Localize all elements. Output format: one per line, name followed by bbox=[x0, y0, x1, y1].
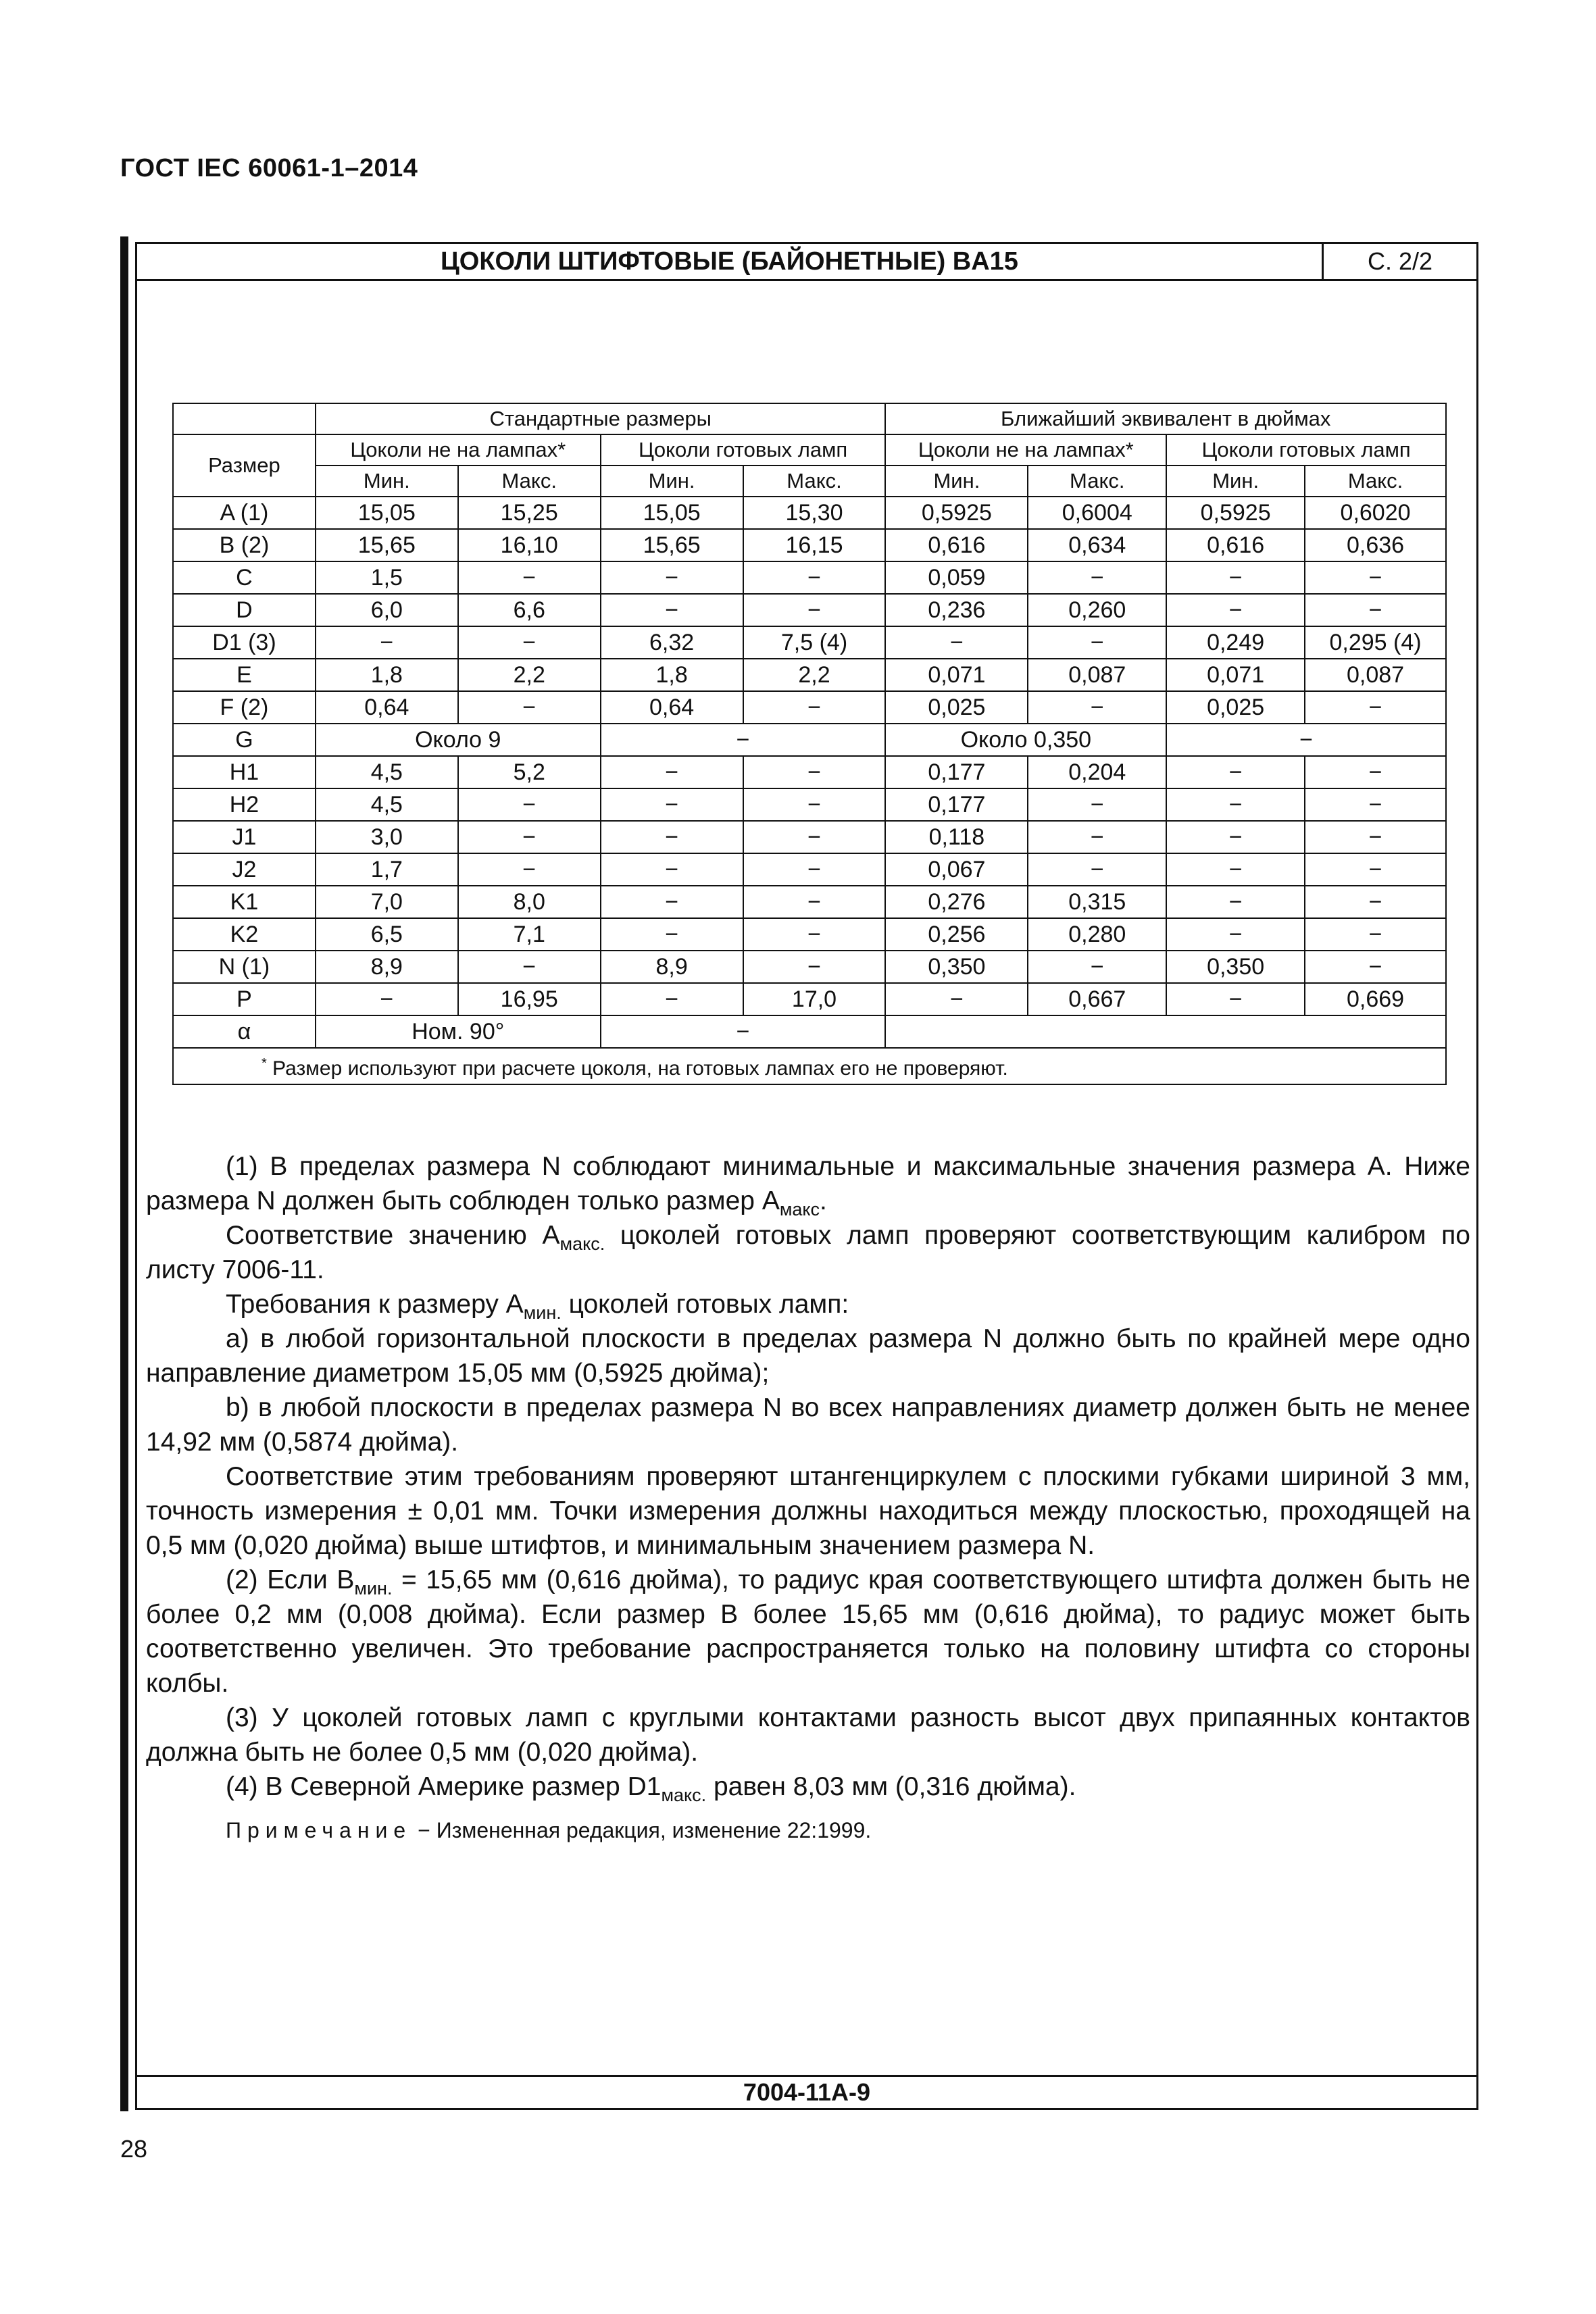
table-cell: − bbox=[1028, 853, 1166, 886]
table-cell: − bbox=[1305, 918, 1446, 951]
table-cell: 0,177 bbox=[885, 756, 1028, 788]
table-cell: − bbox=[743, 756, 886, 788]
table-row bbox=[173, 756, 1446, 788]
table-cell: − bbox=[743, 951, 886, 983]
table-cell: − bbox=[1166, 561, 1305, 594]
note-3: (3) У цоколей готовых ламп с круглыми контактами разность высот двух припаянных контактов должна быть не более 0,5 мм (0,020 дюйма). bbox=[146, 1703, 1470, 1767]
table-cell: 0,071 bbox=[1166, 659, 1305, 691]
table-cell: − bbox=[601, 561, 743, 594]
table-cell: 0,64 bbox=[316, 691, 458, 724]
table-cell: Около 9 bbox=[316, 724, 601, 756]
table-cell: 16,10 bbox=[458, 529, 601, 561]
table-cell: 0,350 bbox=[885, 951, 1028, 983]
sub-ready: Цоколи готовых ламп bbox=[601, 434, 886, 466]
table-cell: 6,0 bbox=[316, 594, 458, 626]
table-row bbox=[173, 1015, 1446, 1048]
table-cell: 0,177 bbox=[885, 788, 1028, 821]
table-row bbox=[173, 497, 1446, 529]
table-cell: 0,276 bbox=[885, 886, 1028, 918]
table-cell: 1,8 bbox=[601, 659, 743, 691]
table-cell: 0,059 bbox=[885, 561, 1028, 594]
table-row bbox=[173, 691, 1446, 724]
group-inch: Ближайший эквивалент в дюймах bbox=[885, 403, 1446, 434]
table-cell: 17,0 bbox=[743, 983, 886, 1015]
min-label: Мин. bbox=[885, 466, 1028, 497]
table-cell: − bbox=[601, 918, 743, 951]
table-cell: 3,0 bbox=[316, 821, 458, 853]
table-cell: 0,260 bbox=[1028, 594, 1166, 626]
table-cell: − bbox=[1166, 918, 1305, 951]
table-footnote: * Размер используют при расчете цоколя, на готовых лампах его не проверяют. bbox=[173, 1048, 1446, 1084]
min-label: Мин. bbox=[601, 466, 743, 497]
table-cell: − bbox=[1305, 594, 1446, 626]
table-cell: − bbox=[743, 918, 886, 951]
table-cell: 1,7 bbox=[316, 853, 458, 886]
row-name: F (2) bbox=[173, 691, 316, 724]
table-cell: − bbox=[743, 853, 886, 886]
note-1c: Требования к размеру $A_{мин.}$ цоколей готовых ламп: bbox=[226, 1290, 849, 1323]
group-standard: Стандартные размеры bbox=[316, 403, 886, 434]
table-cell: − bbox=[316, 626, 458, 659]
table-cell: 0,118 bbox=[885, 821, 1028, 853]
table-cell: 0,087 bbox=[1028, 659, 1166, 691]
max-label: Макс. bbox=[743, 466, 886, 497]
footnote-row bbox=[173, 1048, 1446, 1084]
table-cell: − bbox=[601, 886, 743, 918]
table-cell: − bbox=[1028, 561, 1166, 594]
table-cell: 0,636 bbox=[1305, 529, 1446, 561]
table-cell: 0,204 bbox=[1028, 756, 1166, 788]
table-cell: − bbox=[601, 1015, 886, 1048]
table-cell: 8,0 bbox=[458, 886, 601, 918]
table-cell: − bbox=[1305, 821, 1446, 853]
table-cell: − bbox=[1028, 951, 1166, 983]
table-cell: − bbox=[885, 626, 1028, 659]
table-cell: − bbox=[743, 886, 886, 918]
table-cell: − bbox=[601, 594, 743, 626]
sheet-title: ЦОКОЛИ ШТИФТОВЫЕ (БАЙОНЕТНЫЕ) BA15 bbox=[137, 244, 1324, 279]
table-row bbox=[173, 594, 1446, 626]
header-cell bbox=[173, 403, 316, 434]
sub-bases: Цоколи не на лампах* bbox=[885, 434, 1166, 466]
table-cell: − bbox=[743, 594, 886, 626]
table-cell: 0,616 bbox=[1166, 529, 1305, 561]
table-cell: Ном. 90° bbox=[316, 1015, 601, 1048]
row-name: D bbox=[173, 594, 316, 626]
row-name: G bbox=[173, 724, 316, 756]
sheet-page: С. 2/2 bbox=[1367, 247, 1433, 275]
note-4: (4) В Северной Америке размер $D1_{макс.}$ равен 8,03 мм (0,316 дюйма). bbox=[226, 1772, 1076, 1805]
page-number: 28 bbox=[120, 2135, 148, 2163]
max-label: Макс. bbox=[1305, 466, 1446, 497]
table-cell: 2,2 bbox=[743, 659, 886, 691]
table-cell: 16,15 bbox=[743, 529, 886, 561]
table-cell: 0,634 bbox=[1028, 529, 1166, 561]
row-name: C bbox=[173, 561, 316, 594]
table-cell: − bbox=[601, 821, 743, 853]
table-row bbox=[173, 853, 1446, 886]
table-row bbox=[173, 983, 1446, 1015]
table-cell: 7,5 (4) bbox=[743, 626, 886, 659]
table-cell: 8,9 bbox=[601, 951, 743, 983]
table-cell: 0,315 bbox=[1028, 886, 1166, 918]
row-name: J1 bbox=[173, 821, 316, 853]
table-row bbox=[173, 886, 1446, 918]
table-cell: − bbox=[1166, 788, 1305, 821]
table-row bbox=[173, 724, 1446, 756]
remark: Примечание − Измененная редакция, изменение 22:1999. bbox=[226, 1818, 872, 1842]
row-name: K2 bbox=[173, 918, 316, 951]
table-cell: − bbox=[1305, 691, 1446, 724]
dimensions-table bbox=[172, 403, 1447, 1085]
table-cell: − bbox=[601, 724, 886, 756]
table-cell: − bbox=[1305, 886, 1446, 918]
note-1f: Соответствие этим требованиям проверяют штангенциркулем с плоскими губками шириной 3 мм, точность измерения ± 0,01 мм. Точки измерения должны находиться между плоскостью, проходящей на 0,5 мм (0,020 дюйма) выше штифтов, и минимальным значением размера N. bbox=[146, 1462, 1470, 1560]
table-cell: − bbox=[601, 853, 743, 886]
table-cell: − bbox=[1166, 821, 1305, 853]
table-cell: − bbox=[885, 983, 1028, 1015]
row-name: B (2) bbox=[173, 529, 316, 561]
table-cell: − bbox=[458, 788, 601, 821]
table-cell: − bbox=[601, 756, 743, 788]
min-label: Мин. bbox=[316, 466, 458, 497]
table-cell: − bbox=[458, 691, 601, 724]
table-cell: 6,6 bbox=[458, 594, 601, 626]
sheet-footer: 7004-11A-9 bbox=[137, 2075, 1476, 2108]
row-name: H2 bbox=[173, 788, 316, 821]
sub-ready: Цоколи готовых ламп bbox=[1166, 434, 1446, 466]
table-cell: 7,1 bbox=[458, 918, 601, 951]
table-cell: − bbox=[1028, 788, 1166, 821]
table-header-row bbox=[173, 466, 1446, 497]
table-cell: − bbox=[743, 561, 886, 594]
table-cell: 16,95 bbox=[458, 983, 601, 1015]
row-name: K1 bbox=[173, 886, 316, 918]
table-cell: 2,2 bbox=[458, 659, 601, 691]
table-cell bbox=[885, 1015, 1446, 1048]
table-cell: − bbox=[1166, 853, 1305, 886]
table-cell: 6,32 bbox=[601, 626, 743, 659]
table-row bbox=[173, 951, 1446, 983]
row-name: H1 bbox=[173, 756, 316, 788]
row-name: A (1) bbox=[173, 497, 316, 529]
table-cell: − bbox=[601, 788, 743, 821]
table-cell: 0,025 bbox=[885, 691, 1028, 724]
table-cell: 0,067 bbox=[885, 853, 1028, 886]
table-cell: 0,6004 bbox=[1028, 497, 1166, 529]
table-cell: − bbox=[1166, 724, 1446, 756]
table-cell: Около 0,350 bbox=[885, 724, 1166, 756]
document-header: ГОСТ IEC 60061-1–2014 bbox=[120, 154, 418, 182]
table-cell: 0,5925 bbox=[885, 497, 1028, 529]
table-cell: 4,5 bbox=[316, 756, 458, 788]
note-1e: b) в любой плоскости в пределах размера N во всех направлениях диаметр должен быть не менее 14,92 мм (0,5874 дюйма). bbox=[146, 1393, 1470, 1457]
table-cell: − bbox=[743, 788, 886, 821]
table-cell: 0,6020 bbox=[1305, 497, 1446, 529]
row-name: α bbox=[173, 1015, 316, 1048]
table-row bbox=[173, 918, 1446, 951]
table-cell: 0,667 bbox=[1028, 983, 1166, 1015]
table-cell: − bbox=[1166, 756, 1305, 788]
table-cell: 1,8 bbox=[316, 659, 458, 691]
table-cell: − bbox=[458, 951, 601, 983]
table-cell: 1,5 bbox=[316, 561, 458, 594]
table-cell: − bbox=[1028, 626, 1166, 659]
table-cell: − bbox=[1305, 951, 1446, 983]
table-cell: − bbox=[458, 561, 601, 594]
note-1a: (1) В пределах размера N соблюдают минимальные и максимальные значения размера A. Ниже размера N должен быть соблюден только размер $A_{макс}$. bbox=[146, 1152, 1470, 1219]
row-name: E bbox=[173, 659, 316, 691]
table-cell: 8,9 bbox=[316, 951, 458, 983]
table-row bbox=[173, 529, 1446, 561]
table-cell: 0,5925 bbox=[1166, 497, 1305, 529]
table-cell: − bbox=[1166, 983, 1305, 1015]
table-cell: − bbox=[1305, 561, 1446, 594]
table-cell: 0,025 bbox=[1166, 691, 1305, 724]
table-header-row bbox=[173, 434, 1446, 466]
table-cell: 0,280 bbox=[1028, 918, 1166, 951]
table-cell: 0,071 bbox=[885, 659, 1028, 691]
table-header-row bbox=[173, 403, 1446, 434]
table-row bbox=[173, 626, 1446, 659]
table-cell: 0,236 bbox=[885, 594, 1028, 626]
table-cell: − bbox=[458, 626, 601, 659]
note-2: (2) Если $B_{мин.} = 15,65$ мм (0,616 дюйма), то радиус края соответствующего штифта должен быть не более 0,2 мм (0,008 дюйма). Если размер B более 15,65 мм (0,616 дюйма), то радиус может быть соответственно увеличен. Это требование распространяется только на половину штифта со стороны колбы. bbox=[146, 1565, 1471, 1698]
table-cell: − bbox=[601, 983, 743, 1015]
table-cell: 0,249 bbox=[1166, 626, 1305, 659]
table-cell: 0,256 bbox=[885, 918, 1028, 951]
row-name: N (1) bbox=[173, 951, 316, 983]
title-bar bbox=[137, 244, 1476, 281]
note-1b: Соответствие значению $A_{макс.}$ цоколей готовых ламп проверяют соответствующим калибром по листу 7006-11. bbox=[146, 1221, 1470, 1284]
row-name: P bbox=[173, 983, 316, 1015]
table-cell: 15,30 bbox=[743, 497, 886, 529]
table-row bbox=[173, 821, 1446, 853]
note-1d: а) в любой горизонтальной плоскости в пределах размера N должно быть по крайней мере одно направление диаметром 15,05 мм (0,5925 дюйма); bbox=[146, 1324, 1470, 1388]
table-cell: 0,087 bbox=[1305, 659, 1446, 691]
table-cell: − bbox=[1028, 821, 1166, 853]
notes-block bbox=[146, 1149, 1470, 1848]
table-cell: − bbox=[458, 853, 601, 886]
row-name: D1 (3) bbox=[173, 626, 316, 659]
table-cell: − bbox=[1166, 886, 1305, 918]
table-cell: − bbox=[743, 691, 886, 724]
table-cell: 4,5 bbox=[316, 788, 458, 821]
table-cell: − bbox=[1166, 594, 1305, 626]
table-cell: 0,616 bbox=[885, 529, 1028, 561]
table-cell: 6,5 bbox=[316, 918, 458, 951]
table-row bbox=[173, 659, 1446, 691]
table-cell: − bbox=[458, 821, 601, 853]
table-row bbox=[173, 561, 1446, 594]
table-cell: 5,2 bbox=[458, 756, 601, 788]
table-cell: − bbox=[743, 821, 886, 853]
column-size: Размер bbox=[173, 434, 316, 497]
sheet-frame bbox=[135, 242, 1478, 2110]
table-cell: 15,65 bbox=[601, 529, 743, 561]
table-cell: − bbox=[1305, 853, 1446, 886]
change-bar bbox=[120, 236, 128, 2111]
table-cell: − bbox=[1305, 756, 1446, 788]
table-cell: 15,05 bbox=[316, 497, 458, 529]
table-cell: 0,295 (4) bbox=[1305, 626, 1446, 659]
table-cell: 0,64 bbox=[601, 691, 743, 724]
table-cell: − bbox=[1305, 788, 1446, 821]
table-cell: 15,05 bbox=[601, 497, 743, 529]
min-label: Мин. bbox=[1166, 466, 1305, 497]
table-cell: − bbox=[316, 983, 458, 1015]
table-cell: 0,669 bbox=[1305, 983, 1446, 1015]
row-name: J2 bbox=[173, 853, 316, 886]
table-cell: 7,0 bbox=[316, 886, 458, 918]
table-cell: 15,25 bbox=[458, 497, 601, 529]
table-cell: 0,350 bbox=[1166, 951, 1305, 983]
max-label: Макс. bbox=[1028, 466, 1166, 497]
table-cell: 15,65 bbox=[316, 529, 458, 561]
sub-bases: Цоколи не на лампах* bbox=[316, 434, 601, 466]
max-label: Макс. bbox=[458, 466, 601, 497]
table-cell: − bbox=[1028, 691, 1166, 724]
table-row bbox=[173, 788, 1446, 821]
